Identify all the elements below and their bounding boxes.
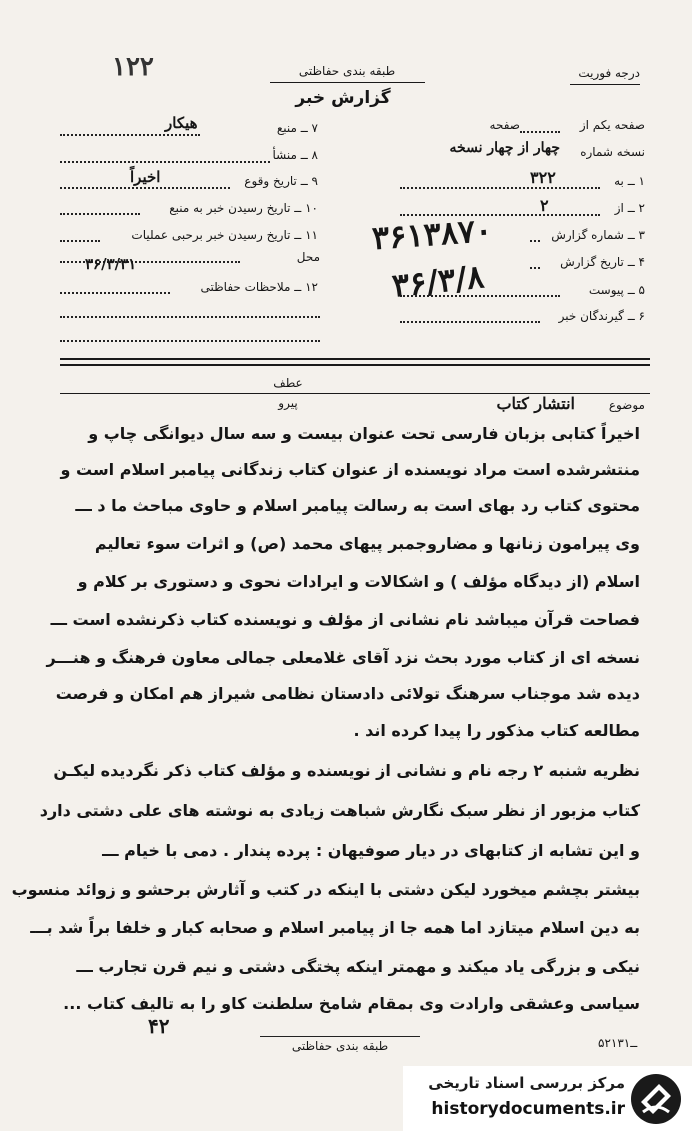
field-place-value: ۳۶/۳/۳۱ xyxy=(85,255,137,273)
watermark-title: مرکز بررسی اسناد تاریخی xyxy=(428,1074,625,1092)
subject-label: موضوع xyxy=(608,398,645,412)
routing-follow-up: پیرو xyxy=(278,396,298,410)
subject-value: انتشار کتاب xyxy=(496,394,575,413)
field-place-label: محل xyxy=(296,250,320,264)
footer-classification-label: طبقه بندی حفاظتی xyxy=(260,1036,420,1053)
field-occurrence-date-line xyxy=(60,187,230,189)
classification-label: طبقه بندی حفاظتی xyxy=(298,64,396,78)
field-page-of-label: صفحه یکم از xyxy=(579,118,645,132)
body-line: به دین اسلام میتازد اما همه جا از پیامبر اسلام و صحابه کبار و خلفا براً شد بـــ xyxy=(30,918,640,937)
footer-handwritten-mark: ۴۲ xyxy=(148,1014,170,1038)
body-line: اسلام (از دیدگاه مؤلف ) و اشکالات و ایرادات نحوی و دستوری بر کلام و xyxy=(77,572,640,591)
top-left-stamp: ۱۲۲ xyxy=(112,52,154,82)
field-attachment-label: ۵ ــ پیوست xyxy=(588,283,645,297)
report-title: گزارش خبر xyxy=(295,88,391,108)
priority-underline xyxy=(570,84,640,85)
field-report-number-line xyxy=(530,240,540,242)
field-to-value: ۳۲۲ xyxy=(530,168,556,187)
header-divider-top xyxy=(60,358,650,360)
field-from-value: ۲ xyxy=(540,196,549,215)
body-line: فصاحت قرآن میباشد نام نشانی از مؤلف و نویسنده کتاب ذکرنشده است ـــ xyxy=(50,610,640,629)
body-line: دیده شد موجناب سرهنگ تولائی دادستان نظامی شیراز هم امکان و فرصت xyxy=(55,684,640,703)
header-divider-bottom xyxy=(60,364,650,366)
field-copy-number-label: نسخه شماره xyxy=(580,145,645,159)
field-security-notes-line-2 xyxy=(60,316,320,318)
field-source-receipt-label: ۱۰ ــ تاریخ رسیدن خبر به منبع xyxy=(169,201,318,215)
field-occurrence-date-value: اخیراً xyxy=(130,168,161,186)
handwritten-report-date: ۳۶/۳/۸ xyxy=(390,257,486,305)
field-report-date-label: ۴ ــ تاریخ گزارش xyxy=(560,255,645,269)
field-to-label: ۱ ــ به xyxy=(614,174,645,188)
priority-label: درجه فوریت xyxy=(578,66,640,80)
field-from-label: ۲ ــ از xyxy=(614,201,645,215)
field-security-notes-label: ۱۲ ــ ملاحظات حفاظتی xyxy=(200,280,318,294)
body-line: محتوی کتاب رد بهای است به رسالت پیامبر اسلام و حاوی مباحث ما د ـــ xyxy=(75,496,640,515)
body-line: مطالعه کتاب مذکور را پیدا کرده اند . xyxy=(353,721,640,740)
field-operations-receipt-label: ۱۱ ــ تاریخ رسیدن خبر برحبی عملیات xyxy=(131,228,318,242)
field-to-line xyxy=(400,187,600,189)
routing-reference: عطف xyxy=(273,376,303,390)
body-line: کتاب مزبور از نظر سبک نگارش شباهت زیادی به نوشته های علی دشتی دارد xyxy=(39,801,640,820)
field-occurrence-date-label: ۹ ــ تاریخ وقوع xyxy=(244,174,318,188)
field-security-notes-line-3 xyxy=(60,340,320,342)
watermark-url: historydocuments.ir xyxy=(431,1099,625,1119)
field-origin-line xyxy=(60,161,270,163)
field-source-label: ۷ ــ منبع xyxy=(276,121,318,135)
body-line: منتشرشده است مراد نویسنده از عنوان کتاب زندگانی پیامبر اسلام است و xyxy=(60,460,640,479)
field-report-date-line xyxy=(530,267,540,269)
body-line: نسخه ای از کتاب مورد بحث نزد آقای غلامعلی جمالی معاون فرهنگ و هنـــر xyxy=(46,648,640,667)
footer-form-number: ۵۲ــ۱۳۱ xyxy=(598,1036,638,1050)
field-page-line xyxy=(520,131,560,133)
body-line: و این تشابه از کتابهای در دیار صوفیهان : پرده پندار . دمی با خیام ـــ xyxy=(102,841,640,860)
body-line: سیاسی وعشقی وارادت وی بمقام شامخ سلطنت کاو را به تالیف کتاب ... xyxy=(63,994,640,1013)
field-operations-receipt-line xyxy=(60,240,100,242)
classification-underline xyxy=(270,82,425,83)
field-copy-number-value: چهار از چهار نسخه xyxy=(449,140,560,156)
body-line: نظریه شنبه ۲ رجه نام و نشانی از نویسنده و مؤلف کتاب ذکر نگردیده لیکـن xyxy=(53,761,640,780)
field-origin-label: ۸ ــ منشأ xyxy=(272,148,318,162)
archive-emblem-icon xyxy=(629,1072,683,1126)
field-page-label: صفحه xyxy=(489,118,520,132)
body-line: بیشتر بچشم میخورد لیکن دشتی با اینکه در کتب و آثارش برحشو و زوائد منسوب xyxy=(11,880,640,899)
body-line: وی پیرامون زنانها و مضاروجمبر پیهای محمد (ص) و اثرات سوء تعالیم xyxy=(94,534,640,553)
field-source-line xyxy=(60,134,200,136)
field-security-notes-line xyxy=(60,292,170,294)
field-source-value: هیکار xyxy=(165,114,198,132)
field-recipients-label: ۶ ــ گیرندگان خبر xyxy=(558,309,645,323)
body-line: اخیراً کتابی بزبان فارسی تحت عنوان بیست و سه سال دیوانگی چاپ و xyxy=(88,424,640,443)
watermark-logo xyxy=(403,1066,692,1131)
field-report-number-label: ۳ ــ شماره گزارش xyxy=(551,228,645,242)
field-recipients-line xyxy=(400,321,540,323)
body-line: نیکی و بزرگی یاد میکند و مهمتر اینکه پختگی دشتی و نیم قرن تجارب ـــ xyxy=(76,957,640,976)
field-source-receipt-line xyxy=(60,213,140,215)
handwritten-report-number: ۳۶۱۳۸۷۰ xyxy=(370,210,494,258)
